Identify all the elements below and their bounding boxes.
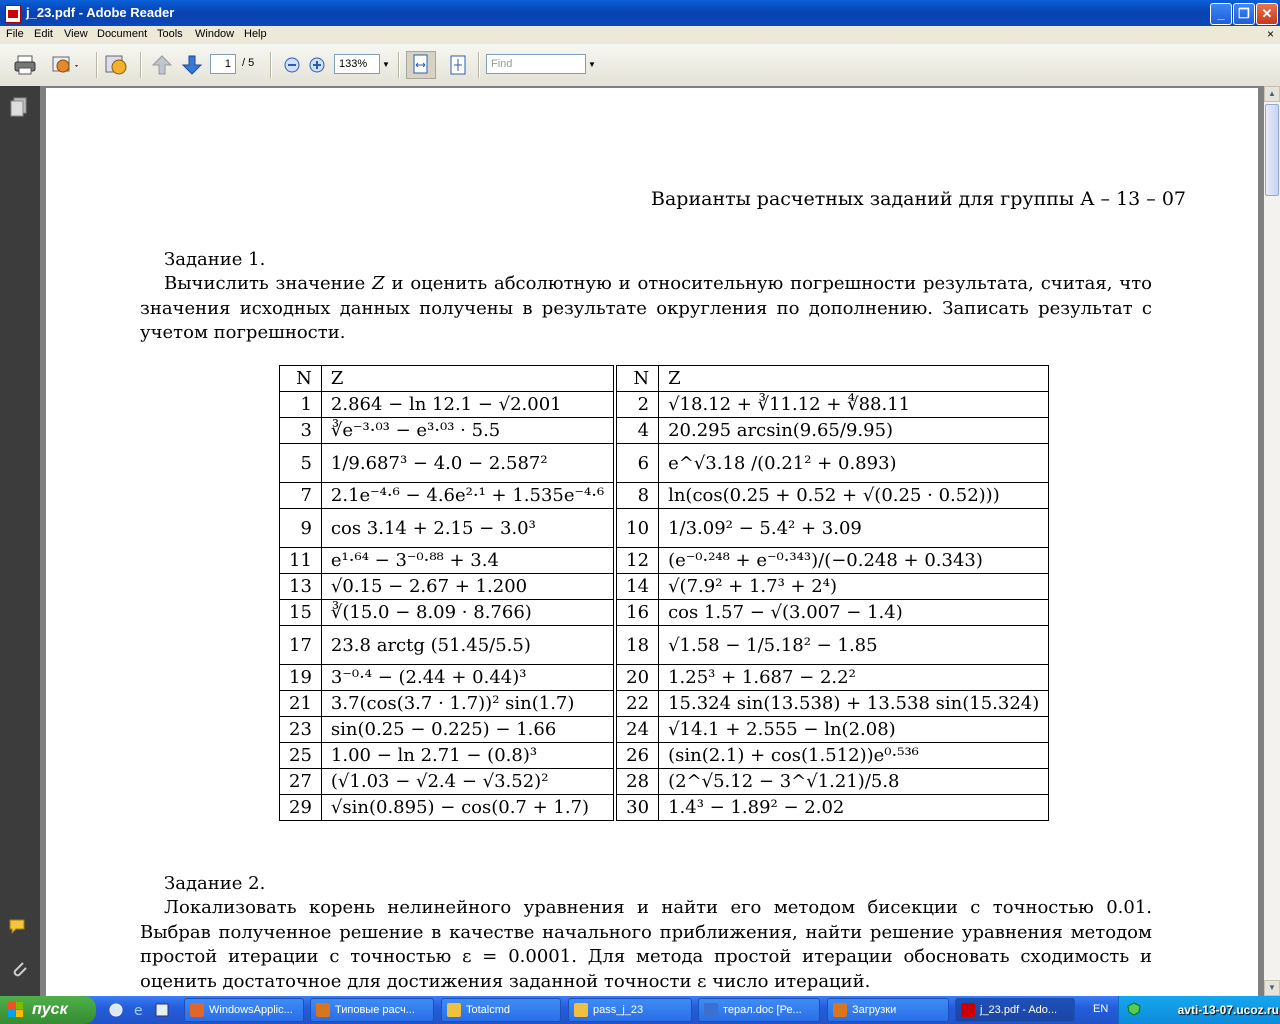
formula-left: ∛(15.0 − 8.09 · 8.766)	[321, 600, 615, 626]
formula-left: ∛e⁻³·⁰³ − e³·⁰³ · 5.5	[321, 418, 615, 444]
row-number-left: 15	[280, 600, 322, 626]
formula-right: ln(cos(0.25 + 0.52 + √(0.25 · 0.52)))	[659, 483, 1049, 509]
document-heading: Варианты расчетных заданий для группы А – 13 – 07	[651, 188, 1186, 210]
taskbar-app-icon	[316, 1003, 330, 1017]
formula-left: e¹·⁶⁴ − 3⁻⁰·⁸⁸ + 3.4	[321, 548, 615, 574]
comments-icon[interactable]	[8, 916, 30, 938]
formula-right: 1.4³ − 1.89² − 2.02	[659, 795, 1049, 821]
quicklaunch-ie-icon[interactable]	[132, 1002, 148, 1018]
share-review-icon[interactable]	[50, 53, 74, 77]
row-number-left: 3	[280, 418, 322, 444]
row-number-left: 27	[280, 769, 322, 795]
formula-left: √sin(0.895) − cos(0.7 + 1.7)	[321, 795, 615, 821]
taskbar-button[interactable]	[568, 998, 692, 1022]
quicklaunch-desktop-icon[interactable]	[154, 1002, 170, 1018]
taskbar-button-label: Totalcmd	[466, 1004, 511, 1016]
header-z-right: Z	[659, 366, 1049, 392]
table-row	[280, 483, 1049, 509]
header-n-right: N	[615, 366, 658, 392]
tray-url-text: avti-13-07.ucoz.ru	[1177, 1003, 1279, 1017]
formula-left: cos 3.14 + 2.15 − 3.0³	[321, 509, 615, 548]
taskbar-button[interactable]	[310, 998, 434, 1022]
table-row	[280, 392, 1049, 418]
close-button[interactable]: ✕	[1256, 3, 1278, 25]
menu-bar	[0, 26, 1280, 44]
task1-title: Задание 1.	[164, 249, 266, 270]
row-number-right: 14	[615, 574, 658, 600]
zoom-out-icon[interactable]	[282, 53, 306, 77]
row-number-right: 24	[615, 717, 658, 743]
table-row	[280, 691, 1049, 717]
formula-left: 3⁻⁰·⁴ − (2.44 + 0.44)³	[321, 665, 615, 691]
find-dropdown-chevron-icon[interactable]: ▼	[588, 60, 596, 69]
previous-page-icon[interactable]	[150, 53, 174, 77]
row-number-left: 5	[280, 444, 322, 483]
taskbar-button-label: pass_j_23	[593, 1004, 644, 1016]
attachments-icon[interactable]	[8, 958, 30, 980]
formula-right: (sin(2.1) + cos(1.512))e⁰·⁵³⁶	[659, 743, 1049, 769]
formula-left: 2.1e⁻⁴·⁶ − 4.6e²·¹ + 1.535e⁻⁴·⁶	[321, 483, 615, 509]
row-number-right: 12	[615, 548, 658, 574]
table-row	[280, 795, 1049, 821]
table-row	[280, 444, 1049, 483]
row-number-right: 4	[615, 418, 658, 444]
scroll-up-arrow-icon[interactable]: ▲	[1264, 86, 1280, 102]
formula-right: 1.25³ + 1.687 − 2.2²	[659, 665, 1049, 691]
row-number-left: 11	[280, 548, 322, 574]
windows-flag-icon	[8, 1002, 24, 1018]
tools-globe-icon[interactable]	[104, 53, 128, 77]
table-row	[280, 509, 1049, 548]
vertical-scrollbar[interactable]	[1264, 86, 1280, 996]
formula-left: √0.15 − 2.67 + 1.200	[321, 574, 615, 600]
zoom-dropdown-chevron-icon[interactable]: ▼	[382, 60, 390, 69]
formula-left: 2.864 − ln 12.1 − √2.001	[321, 392, 615, 418]
find-field[interactable]: Find	[486, 54, 586, 74]
taskbar-app-icon	[447, 1003, 461, 1017]
formula-right: cos 1.57 − √(3.007 − 1.4)	[659, 600, 1049, 626]
page-number-field[interactable]: 1	[210, 54, 236, 74]
row-number-right: 16	[615, 600, 658, 626]
formula-right: 20.295 arcsin(9.65/9.95)	[659, 418, 1049, 444]
header-z-left: Z	[321, 366, 615, 392]
zoom-level-field[interactable]: 133%	[334, 54, 380, 74]
print-icon[interactable]	[13, 53, 37, 77]
row-number-left: 7	[280, 483, 322, 509]
toolbar	[0, 44, 1280, 87]
document-viewer[interactable]	[40, 86, 1264, 996]
formula-left: 1.00 − ln 2.71 − (0.8)³	[321, 743, 615, 769]
window-title: j_23.pdf - Adobe Reader	[26, 5, 175, 20]
header-n-left: N	[280, 366, 322, 392]
tray-shield-icon[interactable]	[1127, 1002, 1141, 1016]
fit-width-icon[interactable]	[406, 51, 436, 79]
table-row	[280, 574, 1049, 600]
taskbar-button[interactable]	[184, 998, 304, 1022]
document-close-icon[interactable]: ×	[1266, 27, 1274, 41]
taskbar-app-icon	[704, 1003, 718, 1017]
task2-title: Задание 2.	[164, 873, 266, 894]
formula-right: e^√3.18 /(0.21² + 0.893)	[659, 444, 1049, 483]
formula-right: 1/3.09² − 5.4² + 3.09	[659, 509, 1049, 548]
taskbar-button-label: j_23.pdf - Ado...	[980, 1004, 1058, 1016]
table-row	[280, 743, 1049, 769]
taskbar-app-icon	[574, 1003, 588, 1017]
formula-right: (2^√5.12 − 3^√1.21)/5.8	[659, 769, 1049, 795]
pages-icon[interactable]	[8, 96, 30, 118]
zoom-in-icon[interactable]	[307, 53, 331, 77]
formula-right: √14.1 + 2.555 − ln(2.08)	[659, 717, 1049, 743]
menu-window[interactable]: Window	[195, 28, 235, 40]
formula-right: √18.12 + ∛11.12 + ∜88.11	[659, 392, 1049, 418]
row-number-right: 6	[615, 444, 658, 483]
menu-tools[interactable]: Tools	[157, 28, 183, 40]
start-button[interactable]: пуск	[0, 996, 96, 1024]
row-number-left: 13	[280, 574, 322, 600]
row-number-left: 21	[280, 691, 322, 717]
taskbar-button-label: Загрузки	[852, 1004, 897, 1016]
task1-text: Вычислить значение Z и оценить абсолютную и относительную погрешности результата, считая, что значения исходных данных получены в результате округления по дополнению. Записать результат с учетом погрешности.	[140, 273, 1152, 343]
minimize-button[interactable]: _	[1210, 3, 1232, 25]
pdf-app-icon	[5, 5, 21, 23]
row-number-left: 23	[280, 717, 322, 743]
fit-page-icon[interactable]	[446, 53, 470, 77]
maximize-button[interactable]: ❐	[1233, 3, 1255, 25]
page-total-label: / 5	[242, 57, 255, 69]
title-bar	[0, 0, 1280, 26]
taskbar-button[interactable]	[827, 998, 949, 1022]
taskbar-button[interactable]	[441, 998, 561, 1022]
table-row	[280, 626, 1049, 665]
table-row	[280, 418, 1049, 444]
quicklaunch-explorer-icon[interactable]	[108, 1002, 124, 1018]
row-number-right: 20	[615, 665, 658, 691]
table-row	[280, 717, 1049, 743]
row-number-left: 17	[280, 626, 322, 665]
menu-document[interactable]: Document	[97, 28, 148, 40]
navigation-pane	[0, 86, 40, 996]
row-number-right: 18	[615, 626, 658, 665]
row-number-right: 2	[615, 392, 658, 418]
scroll-down-arrow-icon[interactable]: ▼	[1264, 980, 1280, 996]
row-number-left: 29	[280, 795, 322, 821]
next-page-icon[interactable]	[180, 53, 204, 77]
row-number-left: 9	[280, 509, 322, 548]
row-number-right: 10	[615, 509, 658, 548]
taskbar-button[interactable]	[955, 998, 1075, 1022]
formula-left: 3.7(cos(3.7 · 1.7))² sin(1.7)	[321, 691, 615, 717]
formula-left: 23.8 arctg (51.45/5.5)	[321, 626, 615, 665]
menu-file[interactable]: File	[6, 28, 24, 40]
formula-left: 1/9.687³ − 4.0 − 2.587²	[321, 444, 615, 483]
row-number-right: 28	[615, 769, 658, 795]
formula-left: (√1.03 − √2.4 − √3.52)²	[321, 769, 615, 795]
formula-right: √1.58 − 1/5.18² − 1.85	[659, 626, 1049, 665]
menu-edit[interactable]: Edit	[34, 28, 53, 40]
row-number-left: 1	[280, 392, 322, 418]
table-row	[280, 600, 1049, 626]
row-number-right: 30	[615, 795, 658, 821]
taskbar-app-icon	[190, 1003, 204, 1017]
system-tray	[1118, 996, 1280, 1024]
svg-text:e: e	[134, 1003, 143, 1018]
row-number-right: 26	[615, 743, 658, 769]
row-number-left: 25	[280, 743, 322, 769]
table-row	[280, 665, 1049, 691]
scroll-thumb[interactable]	[1265, 104, 1279, 196]
taskbar-button-label: терал.doc [Ре...	[723, 1004, 802, 1016]
taskbar-app-icon	[833, 1003, 847, 1017]
table-row	[280, 548, 1049, 574]
tasks-table	[279, 365, 1049, 821]
taskbar-button-label: Типовые расч...	[335, 1004, 415, 1016]
taskbar-app-icon	[961, 1003, 975, 1017]
menu-help[interactable]: Help	[244, 28, 267, 40]
formula-right: (e⁻⁰·²⁴⁸ + e⁻⁰·³⁴³)/(−0.248 + 0.343)	[659, 548, 1049, 574]
taskbar-button[interactable]	[698, 998, 820, 1022]
formula-right: 15.324 sin(13.538) + 13.538 sin(15.324)	[659, 691, 1049, 717]
formula-left: sin(0.25 − 0.225) − 1.66	[321, 717, 615, 743]
taskbar	[0, 996, 1280, 1024]
menu-view[interactable]: View	[64, 28, 88, 40]
table-header-row	[280, 366, 1049, 392]
row-number-left: 19	[280, 665, 322, 691]
row-number-right: 8	[615, 483, 658, 509]
language-indicator[interactable]: EN	[1093, 1003, 1109, 1015]
task2-text: Локализовать корень нелинейного уравнения и найти его методом бисекции с точностью 0.01. Выбрав полученное решение в качестве начального приближения, найти решение уравнения методом простой итерации с точностью ε = 0.0001. Для метода простой итерации обосновать сходимость и оценить достаточное для достижения заданной точности ε число итераций.	[140, 897, 1152, 992]
formula-right: √(7.9² + 1.7³ + 2⁴)	[659, 574, 1049, 600]
row-number-right: 22	[615, 691, 658, 717]
table-row	[280, 769, 1049, 795]
pdf-page	[46, 88, 1258, 1008]
taskbar-button-label: WindowsApplic...	[209, 1004, 293, 1016]
